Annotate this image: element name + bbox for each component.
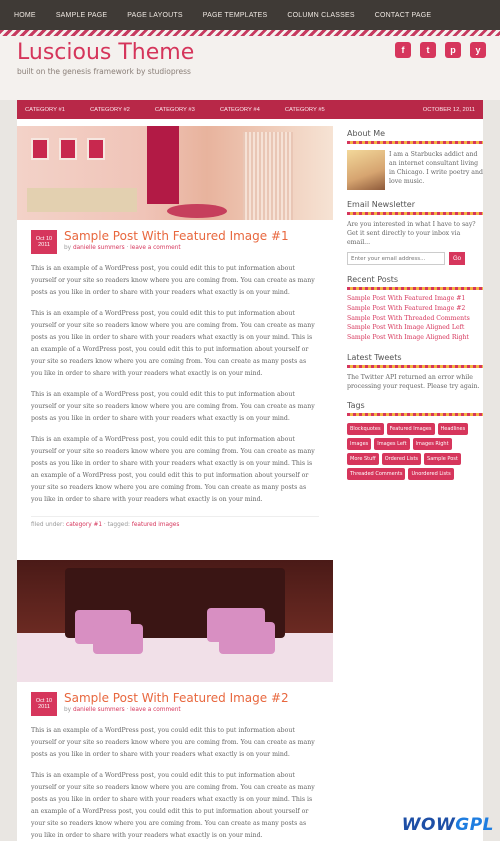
- twitter-icon[interactable]: t: [420, 42, 436, 58]
- heading-stripe: [347, 141, 483, 144]
- pinterest-icon[interactable]: p: [445, 42, 461, 58]
- go-button[interactable]: Go: [449, 252, 465, 265]
- tags-heading: Tags: [347, 400, 365, 410]
- curtain: [243, 132, 293, 220]
- about-heading: About Me: [347, 129, 386, 138]
- newsletter-form: [347, 252, 483, 265]
- tag-link[interactable]: Featured Images: [387, 423, 435, 435]
- post-paragraph: This is an example of a WordPress post, you could edit this to put information about yourself or your site so readers know where you are coming from. You can create as many posts as you like in order to share with your readers what exactly is on your mind.: [31, 727, 315, 758]
- heading-stripe: [347, 287, 483, 290]
- post-paragraph: This is an example of a WordPress post, you could edit this to put information about yourself or your site so readers know where you are coming from. You can create as many posts as you like in order to share with your readers what exactly is on your mind. This is an example of a WordPress post, you could edit this to put information about yourself or your site so readers know where you are coming from. You can create as many posts as you like in order to share with your readers what exactly is on your mind.: [31, 772, 315, 839]
- tag-link[interactable]: Ordered Lists: [382, 453, 421, 465]
- leave-comment-link[interactable]: leave a comment: [130, 245, 181, 252]
- site-title[interactable]: Luscious Theme: [17, 40, 195, 65]
- watermark-part1: WOW: [401, 815, 456, 835]
- tag-link[interactable]: featured images: [131, 522, 180, 528]
- site-description: built on the genesis framework by studiopress: [17, 67, 191, 76]
- post-paragraph: This is an example of a WordPress post, you could edit this to put information about yourself or your site so readers know where you are coming from. You can create as many posts as you like in order to share with your readers what exactly is on your mind.: [31, 265, 315, 296]
- picture-frame: [87, 138, 105, 160]
- watermark-part2: GPL: [455, 815, 494, 835]
- tag-cloud: [347, 423, 483, 480]
- category-5-link[interactable]: CATEGORY #5: [284, 106, 325, 113]
- tag-link[interactable]: Blockquotes: [347, 423, 384, 435]
- pillow: [93, 624, 143, 654]
- nav-sample-page[interactable]: SAMPLE PAGE: [55, 11, 108, 19]
- heading-stripe: [347, 365, 483, 368]
- post-title[interactable]: Sample Post With Featured Image #2: [64, 691, 289, 705]
- about-widget: [347, 150, 483, 190]
- latest-tweets-heading: Latest Tweets: [347, 352, 402, 362]
- author-link[interactable]: danielle summers: [72, 245, 125, 252]
- leave-comment-link[interactable]: leave a comment: [130, 707, 181, 714]
- heading-stripe: [347, 413, 483, 416]
- nav-contact-page[interactable]: CONTACT PAGE: [374, 11, 432, 19]
- red-cabinet: [147, 126, 179, 204]
- post-title[interactable]: Sample Post With Featured Image #1: [64, 229, 289, 243]
- current-date: OCTOBER 12, 2011: [422, 106, 475, 113]
- post-1: [17, 229, 333, 528]
- tagged-label: tagged:: [107, 522, 130, 528]
- post-paragraph: This is an example of a WordPress post, you could edit this to put information about yourself or your site so readers know where you are coming from. You can create as many posts as you like in order to share with your readers what exactly is on your mind.: [31, 391, 315, 422]
- category-1-link[interactable]: CATEGORY #1: [25, 106, 65, 113]
- recent-post-link[interactable]: Sample Post With Image Aligned Right: [347, 334, 469, 342]
- content-area: [17, 119, 333, 841]
- post-paragraph: This is an example of a WordPress post, you could edit this to put information about yourself or your site so readers know where you are coming from. You can create as many posts as you like in order to share with your readers what exactly is on your mind. This is an example of a WordPress post, you could edit this to put information about yourself or your site so readers know where you are coming from. You can create as many posts as you like in order to share with your readers what exactly is on your mind.: [31, 436, 315, 503]
- round-rug: [167, 204, 227, 218]
- featured-image-bed[interactable]: [17, 560, 333, 682]
- post-footer: filed under: category #1 · tagged: featured images: [31, 516, 319, 528]
- nav-page-templates[interactable]: PAGE TEMPLATES: [202, 11, 268, 19]
- facebook-icon[interactable]: f: [395, 42, 411, 58]
- tweets-text: The Twitter API returned an error while processing your request. Please try again.: [347, 373, 480, 390]
- recent-post-link[interactable]: Sample Post With Image Aligned Left: [347, 324, 465, 332]
- tag-link[interactable]: Images Right: [413, 438, 452, 450]
- category-3-link[interactable]: CATEGORY #3: [154, 106, 195, 113]
- tag-link[interactable]: Headlines: [438, 423, 469, 435]
- post-meta: by danielle summers · leave a comment: [64, 707, 181, 714]
- shelf-unit: [27, 188, 137, 212]
- watermark-logo: [402, 815, 494, 835]
- avatar: [347, 150, 385, 190]
- post-meta: by danielle summers · leave a comment: [64, 245, 181, 252]
- recent-posts-list: [347, 294, 483, 343]
- picture-frame: [59, 138, 77, 160]
- pillow: [219, 622, 275, 654]
- recent-posts-heading: Recent Posts: [347, 275, 399, 284]
- recent-post-link[interactable]: Sample Post With Featured Image #1: [347, 295, 466, 302]
- sidebar: [347, 119, 483, 480]
- post-paragraph: This is an example of a WordPress post, you could edit this to put information about yourself or your site so readers know where you are coming from. You can create as many posts as you like in order to share with your readers what exactly is on your mind. This is an example of a WordPress post, you could edit this to put information about yourself or your site so readers know where you are coming from. You can create as many posts as you like in order to share with your readers what exactly is on your mind.: [31, 310, 315, 377]
- about-text: I am a Starbucks addict and an internet consultant living in Chicago. I write poetry and love music.: [389, 151, 483, 185]
- filed-under-label: filed under:: [31, 522, 65, 528]
- newsletter-heading: Email Newsletter: [347, 200, 415, 209]
- category-4-link[interactable]: CATEGORY #4: [219, 106, 260, 113]
- tag-link[interactable]: Images Left: [374, 438, 409, 450]
- social-icons: [395, 42, 486, 58]
- post-date-badge: Oct 10 2011: [31, 230, 57, 254]
- main-wrap: [17, 119, 483, 841]
- newsletter-text: Are you interested in what I have to say? Get it sent directly to your inbox via email...: [347, 221, 476, 246]
- category-2-link[interactable]: CATEGORY #2: [89, 106, 130, 113]
- post-2: [17, 691, 333, 841]
- site-header: [0, 36, 500, 100]
- nav-page-layouts[interactable]: PAGE LAYOUTS: [127, 11, 183, 19]
- email-field[interactable]: [347, 252, 445, 265]
- nav-home[interactable]: HOME: [14, 11, 36, 19]
- post-date-badge: Oct 10 2011: [31, 692, 57, 716]
- recent-post-link[interactable]: Sample Post With Featured Image #2: [347, 304, 466, 312]
- featured-image-bedroom[interactable]: [17, 126, 333, 220]
- author-link[interactable]: danielle summers: [72, 707, 125, 714]
- tag-link[interactable]: Threaded Comments: [347, 468, 405, 480]
- category-link[interactable]: category #1: [66, 522, 103, 528]
- tag-link[interactable]: Images: [347, 438, 371, 450]
- tag-link[interactable]: Sample Post: [424, 453, 461, 465]
- picture-frame: [31, 138, 49, 160]
- nav-column-classes[interactable]: COLUMN CLASSES: [287, 11, 355, 19]
- tag-link[interactable]: Unordered Lists: [408, 468, 453, 480]
- top-navigation: [0, 0, 500, 30]
- tag-link[interactable]: More Stuff: [347, 453, 379, 465]
- category-navigation: [17, 100, 483, 119]
- heading-stripe: [347, 212, 483, 215]
- youtube-icon[interactable]: y: [470, 42, 486, 58]
- recent-post-link[interactable]: Sample Post With Threaded Comments: [347, 314, 470, 322]
